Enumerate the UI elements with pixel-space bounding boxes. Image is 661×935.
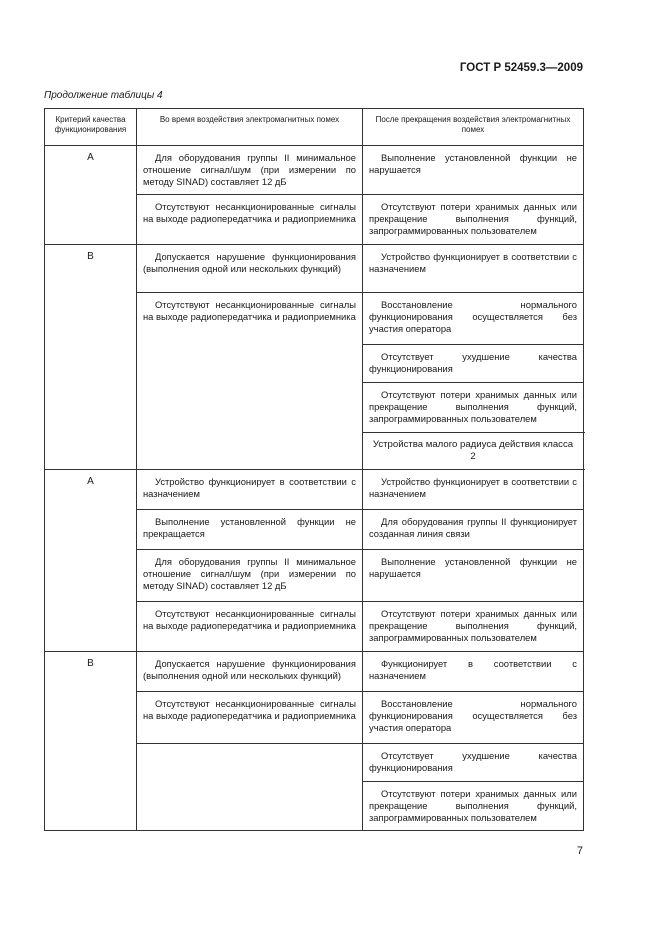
- page-number: 7: [576, 845, 583, 857]
- table-row: [45, 245, 584, 293]
- during-cell: Выполнение установленной функции не прекращается: [137, 510, 363, 550]
- after-cell: Отсутствуют потери хранимых данных или прекращение выполнения функций, запрограммированных пользователем: [363, 195, 584, 245]
- criterion-cell: А: [45, 146, 137, 245]
- after-cell: Отсутствуют потери хранимых данных или прекращение выполнения функций, запрограммированных пользователем: [363, 782, 584, 831]
- table-caption: Продолжение таблицы 4: [44, 90, 163, 101]
- header-criterion: Критерий качества функционирования: [45, 109, 137, 146]
- after-cell: Отсутствует ухудшение качества функционирования: [363, 744, 584, 782]
- criterion-cell: В: [45, 652, 137, 831]
- during-cell: Допускается нарушение функционирования (выполнения одной или нескольких функций): [137, 652, 363, 692]
- table-row: [45, 146, 584, 195]
- criterion-cell: В: [45, 245, 137, 470]
- table-row: [45, 470, 584, 510]
- header-during: Во время воздействия электромагнитных помех: [137, 109, 363, 146]
- during-cell: Отсутствуют несанкционированные сигналы на выходе радиопередатчика и радиоприемника: [137, 692, 363, 744]
- section-title: Устройства малого радиуса действия класса 2: [363, 433, 584, 470]
- after-cell: Восстановление нормального функционирования осуществляется без участия оператора: [363, 692, 584, 744]
- during-cell: Допускается нарушение функционирования (выполнения одной или нескольких функций): [137, 245, 363, 293]
- during-cell: Отсутствуют несанкционированные сигналы на выходе радиопередатчика и радиоприемника: [137, 293, 363, 470]
- after-cell: Отсутствует ухудшение качества функционирования: [363, 345, 584, 383]
- during-cell: Отсутствуют несанкционированные сигналы на выходе радиопередатчика и радиоприемника: [137, 602, 363, 652]
- after-cell: Для оборудования группы II функционирует созданная линия связи: [363, 510, 584, 550]
- after-cell: Выполнение установленной функции не нарушается: [363, 550, 584, 602]
- document-id: ГОСТ Р 52459.3—2009: [459, 62, 583, 74]
- after-cell: Устройство функционирует в соответствии с назначением: [363, 245, 584, 293]
- after-cell: Отсутствуют потери хранимых данных или прекращение выполнения функций, запрограммированных пользователем: [363, 383, 584, 433]
- after-cell: Восстановление нормального функционирования осуществляется без участия оператора: [363, 293, 584, 345]
- during-cell: Отсутствуют несанкционированные сигналы на выходе радиопередатчика и радиоприемника: [137, 195, 363, 245]
- after-cell: Функционирует в соответствии с назначением: [363, 652, 584, 692]
- table-row: [45, 652, 584, 692]
- after-cell: Отсутствуют потери хранимых данных или прекращение выполнения функций, запрограммированных пользователем: [363, 602, 584, 652]
- after-cell: Устройство функционирует в соответствии с назначением: [363, 470, 584, 510]
- empty-cell: [137, 744, 363, 831]
- table-header-row: [45, 109, 584, 146]
- requirements-table: [44, 108, 584, 831]
- header-after: После прекращения воздействия электромагнитных помех: [363, 109, 584, 146]
- after-cell: Выполнение установленной функции не нарушается: [363, 146, 584, 195]
- during-cell: Устройство функционирует в соответствии с назначением: [137, 470, 363, 510]
- during-cell: Для оборудования группы II минимальное отношение сигнал/шум (при измерении по методу SINAD) составляет 12 дБ: [137, 146, 363, 195]
- during-cell: Для оборудования группы II минимальное отношение сигнал/шум (при измерении по методу SINAD) составляет 12 дБ: [137, 550, 363, 602]
- criterion-cell: А: [45, 470, 137, 652]
